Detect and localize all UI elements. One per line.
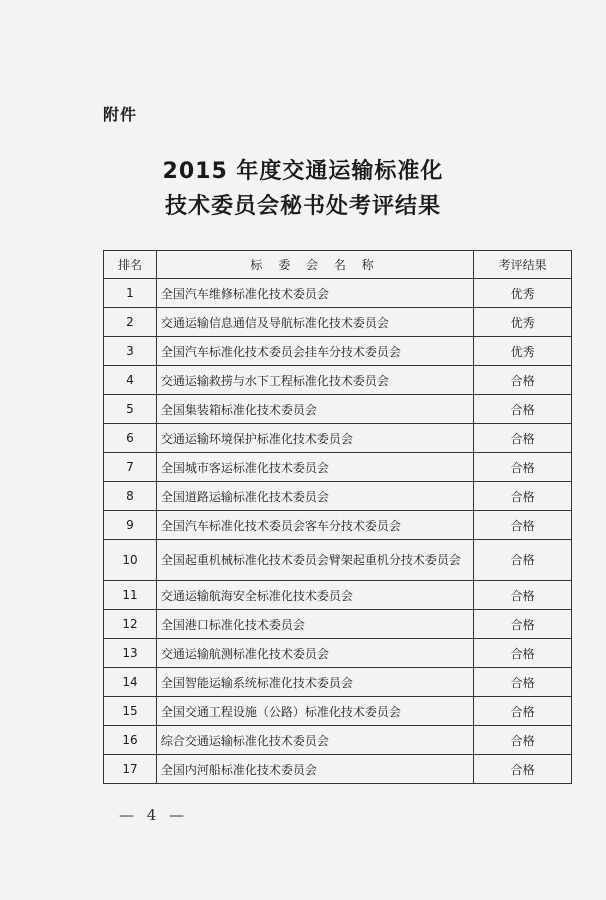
- name-cell: 全国集装箱标准化技术委员会: [156, 395, 473, 424]
- table-body: [104, 279, 572, 784]
- result-cell: 合格: [474, 453, 572, 482]
- header-name: 标 委 会 名 称: [156, 251, 473, 279]
- table-row: [104, 726, 572, 755]
- name-cell: 交通运输航测标准化技术委员会: [156, 639, 473, 668]
- table-row: [104, 424, 572, 453]
- name-cell: 全国港口标准化技术委员会: [156, 610, 473, 639]
- name-cell: 交通运输环境保护标准化技术委员会: [156, 424, 473, 453]
- rank-cell: 12: [104, 610, 157, 639]
- name-cell: 交通运输航海安全标准化技术委员会: [156, 581, 473, 610]
- rank-cell: 3: [104, 337, 157, 366]
- name-cell: 全国城市客运标准化技术委员会: [156, 453, 473, 482]
- name-cell: 综合交通运输标准化技术委员会: [156, 726, 473, 755]
- table-row: [104, 395, 572, 424]
- name-cell: 交通运输救捞与水下工程标准化技术委员会: [156, 366, 473, 395]
- rank-cell: 16: [104, 726, 157, 755]
- table-row: [104, 639, 572, 668]
- result-cell: 合格: [474, 395, 572, 424]
- result-cell: 合格: [474, 639, 572, 668]
- result-cell: 优秀: [474, 337, 572, 366]
- result-cell: 合格: [474, 755, 572, 784]
- table-row: [104, 540, 572, 581]
- name-cell: 全国汽车标准化技术委员会挂车分技术委员会: [156, 337, 473, 366]
- table-row: [104, 482, 572, 511]
- table-row: [104, 308, 572, 337]
- result-cell: 合格: [474, 581, 572, 610]
- result-cell: 合格: [474, 482, 572, 511]
- rank-cell: 6: [104, 424, 157, 453]
- table-row: [104, 668, 572, 697]
- rank-cell: 2: [104, 308, 157, 337]
- result-cell: 合格: [474, 697, 572, 726]
- table-row: [104, 366, 572, 395]
- page-number: — 4 —: [119, 806, 189, 824]
- result-cell: 合格: [474, 668, 572, 697]
- table-row: [104, 279, 572, 308]
- rank-cell: 8: [104, 482, 157, 511]
- rank-cell: 5: [104, 395, 157, 424]
- results-table: [103, 250, 572, 784]
- document-title-line-1: 2015 年度交通运输标准化: [162, 159, 444, 184]
- table-row: [104, 453, 572, 482]
- table-row: [104, 337, 572, 366]
- table-row: [104, 511, 572, 540]
- rank-cell: 7: [104, 453, 157, 482]
- rank-cell: 14: [104, 668, 157, 697]
- header-result: 考评结果: [474, 251, 572, 279]
- rank-cell: 13: [104, 639, 157, 668]
- rank-cell: 1: [104, 279, 157, 308]
- table-header-row: [104, 251, 572, 279]
- rank-cell: 15: [104, 697, 157, 726]
- name-cell: 全国交通工程设施（公路）标准化技术委员会: [156, 697, 473, 726]
- name-cell: 全国起重机械标准化技术委员会臂架起重机分技术委员会: [156, 540, 473, 581]
- name-cell: 全国道路运输标准化技术委员会: [156, 482, 473, 511]
- header-rank: 排名: [104, 251, 157, 279]
- rank-cell: 9: [104, 511, 157, 540]
- name-cell: 全国汽车维修标准化技术委员会: [156, 279, 473, 308]
- result-cell: 合格: [474, 726, 572, 755]
- name-cell: 全国内河船标准化技术委员会: [156, 755, 473, 784]
- rank-cell: 4: [104, 366, 157, 395]
- document-title-line-2: 技术委员会秘书处考评结果: [164, 194, 441, 219]
- result-cell: 合格: [474, 424, 572, 453]
- name-cell: 全国智能运输系统标准化技术委员会: [156, 668, 473, 697]
- result-cell: 优秀: [474, 308, 572, 337]
- result-cell: 合格: [474, 540, 572, 581]
- name-cell: 交通运输信息通信及导航标准化技术委员会: [156, 308, 473, 337]
- result-cell: 优秀: [474, 279, 572, 308]
- attachment-label: 附件: [103, 105, 138, 124]
- name-cell: 全国汽车标准化技术委员会客车分技术委员会: [156, 511, 473, 540]
- result-cell: 合格: [474, 366, 572, 395]
- result-cell: 合格: [474, 511, 572, 540]
- rank-cell: 11: [104, 581, 157, 610]
- table-row: [104, 581, 572, 610]
- table-row: [104, 697, 572, 726]
- result-cell: 合格: [474, 610, 572, 639]
- table-row: [104, 755, 572, 784]
- rank-cell: 17: [104, 755, 157, 784]
- rank-cell: 10: [104, 540, 157, 581]
- table-row: [104, 610, 572, 639]
